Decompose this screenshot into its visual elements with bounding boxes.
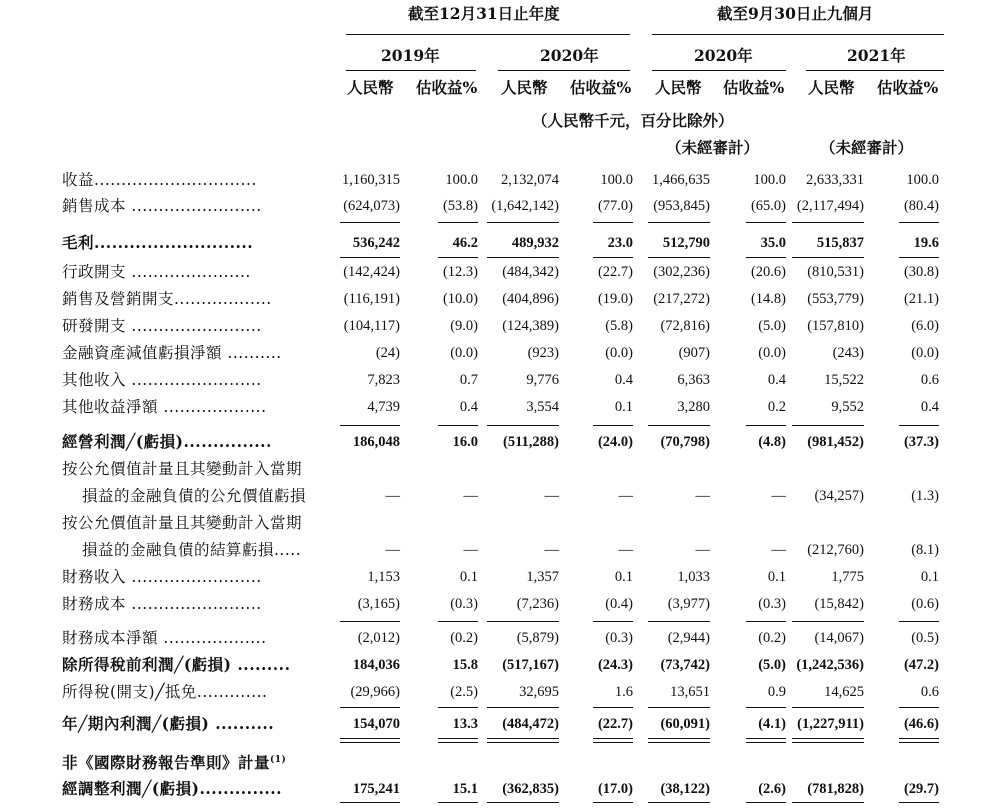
rule-before-net-finance-3 [593, 621, 633, 622]
table-cell: 1,033 [677, 569, 710, 585]
table-cell: (243) [832, 345, 864, 361]
table-cell: (302,236) [653, 264, 710, 280]
table-cell: (2,012) [357, 630, 400, 646]
table-cell: (70,798) [660, 434, 710, 450]
rule-before-gross-profit-5 [746, 222, 786, 223]
row-label: 行政開支 ...................... [62, 263, 251, 281]
column-header-pct-1: 估收益% [416, 78, 478, 97]
rule-after-gross-profit-4 [648, 257, 710, 258]
table-cell: 0.4 [767, 372, 786, 388]
table-cell: 9,552 [831, 399, 864, 415]
table-cell: 14,625 [824, 684, 864, 700]
row-label: 經調整利潤╱(虧損).............. [62, 779, 283, 798]
table-cell: (217,272) [653, 291, 710, 307]
table-cell: 536,242 [352, 235, 400, 251]
rule-double-2-7 [899, 742, 939, 743]
table-cell: (0.2) [758, 630, 786, 646]
rule-before-net-finance-6 [792, 621, 864, 622]
table-cell: (0.0) [605, 345, 633, 361]
rule-before-net-finance-4 [648, 621, 710, 622]
table-cell: (484,472) [502, 716, 559, 732]
table-cell: (72,816) [660, 318, 710, 334]
table-cell: 100.0 [600, 172, 633, 188]
rule-double-1-7 [899, 738, 939, 739]
table-cell: 1,357 [526, 569, 559, 585]
table-cell: — [385, 542, 400, 558]
table-cell: 1,153 [367, 569, 400, 585]
row-label: 銷售成本 ........................ [62, 197, 262, 215]
column-header-rmb-6: 人民幣 [808, 78, 855, 97]
table-cell: (29,966) [350, 684, 400, 700]
table-cell: 0.2 [767, 399, 786, 415]
table-cell: (22.7) [597, 264, 633, 280]
column-header-rmb-2: 人民幣 [501, 78, 548, 97]
rule-before-net-finance-5 [746, 621, 786, 622]
column-header-pct-7: 估收益% [877, 78, 939, 97]
rule-before-operating-4 [648, 425, 710, 426]
table-cell: (19.0) [597, 291, 633, 307]
row-label: 經營利潤╱(虧損)............... [62, 432, 272, 451]
table-cell: (5.0) [758, 318, 786, 334]
table-cell: (12.3) [442, 264, 478, 280]
table-cell: 46.2 [452, 235, 478, 251]
table-cell: (20.6) [750, 264, 786, 280]
rule-after-gross-profit-6 [792, 257, 864, 258]
rule-before-net-profit-7 [899, 707, 939, 708]
table-cell: (907) [678, 345, 710, 361]
table-cell: (8.1) [911, 542, 939, 558]
table-cell: (6.0) [911, 318, 939, 334]
table-cell: (923) [527, 345, 559, 361]
group-header-nine-months: 截至9月30日止九個月 [717, 4, 874, 23]
table-cell: — [618, 488, 633, 504]
rule-before-net-profit-5 [746, 707, 786, 708]
table-cell: 15,522 [824, 372, 864, 388]
table-cell: 16.0 [452, 434, 478, 450]
rule-adjusted-1 [438, 802, 478, 803]
rule-adjusted-6 [792, 802, 864, 803]
row-label: 其他收入 ........................ [62, 371, 262, 389]
row-label: 除所得稅前利潤╱(虧損) ......... [62, 655, 291, 674]
table-cell: 15.1 [452, 781, 478, 797]
table-cell: 2,132,074 [501, 172, 559, 188]
table-cell: (1,227,911) [797, 716, 864, 732]
table-cell: 9,776 [526, 372, 559, 388]
row-label: 金融資產減值虧損淨額 .......... [62, 344, 282, 362]
year-underline-2021 [806, 70, 944, 71]
table-cell: (80.4) [903, 198, 939, 214]
rule-before-gross-profit-3 [593, 222, 633, 223]
row-label: 按公允價值計量且其變動計入當期 [62, 460, 303, 478]
rule-before-operating-0 [340, 425, 400, 426]
row-label: 按公允價值計量且其變動計入當期 [62, 514, 303, 532]
table-cell: (30.8) [903, 264, 939, 280]
rule-adjusted-2 [487, 802, 559, 803]
table-cell: 0.1 [767, 569, 786, 585]
rule-double-1-4 [648, 738, 710, 739]
table-cell: 6,363 [677, 372, 710, 388]
rule-after-gross-profit-3 [593, 257, 633, 258]
table-cell: (0.5) [911, 630, 939, 646]
table-cell: (104,117) [343, 318, 400, 334]
table-cell: — [695, 542, 710, 558]
unit-note: （人民幣千元，百分比除外） [532, 111, 734, 130]
table-cell: 0.4 [459, 399, 478, 415]
table-cell: 0.4 [614, 372, 633, 388]
column-header-rmb-0: 人民幣 [347, 78, 394, 97]
rule-before-net-finance-1 [438, 621, 478, 622]
table-cell: (0.3) [605, 630, 633, 646]
table-cell: (29.7) [903, 781, 939, 797]
table-cell: — [695, 488, 710, 504]
rule-adjusted-7 [899, 802, 939, 803]
footnote-marker: (1) [270, 755, 287, 765]
rule-double-2-2 [487, 742, 559, 743]
table-cell: (46.6) [903, 716, 939, 732]
rule-before-gross-profit-1 [438, 222, 478, 223]
table-cell: (810,531) [807, 264, 864, 280]
table-cell: (14.8) [750, 291, 786, 307]
table-cell: (5.0) [758, 657, 786, 673]
table-cell: (0.4) [605, 596, 633, 612]
group-underline-annual [346, 34, 630, 35]
year-underline-2020-annual [498, 70, 630, 71]
table-cell: 3,280 [677, 399, 710, 415]
table-cell: 1,160,315 [342, 172, 400, 188]
rule-double-1-5 [746, 738, 786, 739]
table-cell: (2.6) [758, 781, 786, 797]
rule-before-net-profit-2 [487, 707, 559, 708]
row-label: 財務成本淨額 ................... [62, 629, 267, 647]
year-header-2020-annual: 2020年 [540, 46, 599, 65]
row-label: 其他收益淨額 ................... [62, 398, 267, 416]
table-cell: (362,835) [502, 781, 559, 797]
year-header-2021: 2021年 [847, 46, 906, 65]
table-cell: (9.0) [450, 318, 478, 334]
table-cell: (38,122) [660, 781, 710, 797]
rule-before-operating-3 [593, 425, 633, 426]
rule-before-net-profit-6 [792, 707, 864, 708]
rule-before-operating-1 [438, 425, 478, 426]
table-cell: (24.3) [597, 657, 633, 673]
table-cell: 186,048 [352, 434, 400, 450]
rule-adjusted-3 [593, 802, 633, 803]
table-cell: — [544, 488, 559, 504]
year-underline-2020-nine [652, 70, 786, 71]
table-cell: (511,288) [503, 434, 559, 450]
table-cell: (0.6) [911, 596, 939, 612]
rule-double-1-2 [487, 738, 559, 739]
table-cell: 0.7 [459, 372, 478, 388]
table-cell: (1,242,536) [796, 657, 864, 673]
table-cell: (553,779) [807, 291, 864, 307]
table-cell: (624,073) [343, 198, 400, 214]
table-cell: (484,342) [502, 264, 559, 280]
row-label: 財務收入 ........................ [62, 568, 262, 586]
table-cell: (17.0) [597, 781, 633, 797]
table-cell: — [463, 542, 478, 558]
rule-double-1-3 [593, 738, 633, 739]
rule-before-net-finance-2 [487, 621, 559, 622]
table-cell: (15,842) [814, 596, 864, 612]
table-cell: 489,932 [511, 235, 559, 251]
table-cell: (4.8) [758, 434, 786, 450]
table-cell: (0.3) [450, 596, 478, 612]
table-cell: (981,452) [807, 434, 864, 450]
table-cell: (4.1) [758, 716, 786, 732]
table-cell: — [463, 488, 478, 504]
table-cell: 0.6 [920, 372, 939, 388]
table-cell: (10.0) [442, 291, 478, 307]
row-label: 損益的金融負債的公允價值虧損 [82, 487, 307, 505]
table-cell: 4,739 [367, 399, 400, 415]
row-label: 非《國際財務報告準則》計量$^{(1)}$ [62, 753, 287, 773]
rule-double-1-6 [792, 738, 864, 739]
row-label: 年╱期內利潤╱(虧損) .......... [62, 714, 275, 733]
table-cell: 1,775 [831, 569, 864, 585]
rule-before-net-finance-7 [899, 621, 939, 622]
table-cell: 0.9 [767, 684, 786, 700]
rule-before-operating-6 [792, 425, 864, 426]
year-underline-2019 [346, 70, 476, 71]
table-cell: (21.1) [903, 291, 939, 307]
table-cell: 15.8 [452, 657, 478, 673]
year-header-2020-nine: 2020年 [694, 46, 753, 65]
table-cell: — [544, 542, 559, 558]
group-underline-nine-months [652, 34, 944, 35]
rule-double-2-0 [340, 742, 400, 743]
table-cell: 13,651 [670, 684, 710, 700]
rule-double-2-3 [593, 742, 633, 743]
rule-before-gross-profit-6 [792, 222, 864, 223]
unaudited-note-2021: （未經審計） [820, 138, 914, 157]
table-cell: (14,067) [814, 630, 864, 646]
table-cell: (0.2) [450, 630, 478, 646]
table-cell: (3,165) [357, 596, 400, 612]
table-cell: 1,466,635 [652, 172, 710, 188]
table-cell: (1.3) [911, 488, 939, 504]
table-cell: 100.0 [753, 172, 786, 188]
rule-before-operating-7 [899, 425, 939, 426]
table-cell: (404,896) [502, 291, 559, 307]
table-cell: (2,944) [667, 630, 710, 646]
column-header-pct-3: 估收益% [570, 78, 632, 97]
table-cell: 0.1 [614, 569, 633, 585]
rule-before-net-finance-0 [340, 621, 400, 622]
rule-before-gross-profit-4 [648, 222, 710, 223]
column-header-pct-5: 估收益% [723, 78, 785, 97]
table-cell: 0.4 [920, 399, 939, 415]
rule-adjusted-0 [340, 802, 400, 803]
table-cell: (24.0) [597, 434, 633, 450]
table-cell: (22.7) [597, 716, 633, 732]
table-cell: 100.0 [906, 172, 939, 188]
rule-after-gross-profit-7 [899, 257, 939, 258]
table-cell: 2,633,331 [806, 172, 864, 188]
table-cell: (1,642,142) [491, 198, 559, 214]
row-label: 收益.............................. [62, 171, 257, 189]
rule-after-gross-profit-2 [487, 257, 559, 258]
rule-after-gross-profit-5 [746, 257, 786, 258]
rule-before-gross-profit-0 [340, 222, 400, 223]
row-label: 所得稅(開支)╱抵免............. [62, 683, 268, 701]
table-cell: 32,695 [519, 684, 559, 700]
rule-before-operating-5 [746, 425, 786, 426]
row-label: 毛利........................... [62, 233, 254, 252]
unaudited-note-2020: （未經審計） [666, 138, 760, 157]
rule-before-net-profit-3 [593, 707, 633, 708]
rule-after-gross-profit-0 [340, 257, 400, 258]
table-cell: 35.0 [760, 235, 786, 251]
table-cell: (37.3) [903, 434, 939, 450]
table-cell: 1.6 [614, 684, 633, 700]
rule-double-2-4 [648, 742, 710, 743]
table-cell: — [618, 542, 633, 558]
table-cell: (0.3) [758, 596, 786, 612]
table-cell: — [771, 542, 786, 558]
table-cell: 13.3 [452, 716, 478, 732]
table-cell: (116,191) [343, 291, 400, 307]
rule-double-2-1 [438, 742, 478, 743]
table-cell: (47.2) [903, 657, 939, 673]
table-cell: (77.0) [597, 198, 633, 214]
table-cell: 175,241 [352, 781, 400, 797]
rule-before-gross-profit-7 [899, 222, 939, 223]
table-cell: (0.0) [450, 345, 478, 361]
table-cell: (0.0) [758, 345, 786, 361]
table-cell: (124,389) [502, 318, 559, 334]
year-header-2019: 2019年 [381, 46, 440, 65]
table-cell: (3,977) [667, 596, 710, 612]
table-cell: — [385, 488, 400, 504]
rule-double-1-0 [340, 738, 400, 739]
rule-double-2-6 [792, 742, 864, 743]
table-cell: 0.1 [459, 569, 478, 585]
table-cell: (2.5) [450, 684, 478, 700]
row-label: 研發開支 ........................ [62, 317, 262, 335]
table-cell: 0.1 [614, 399, 633, 415]
rule-before-gross-profit-2 [487, 222, 559, 223]
table-cell: (34,257) [814, 488, 864, 504]
table-cell: 23.0 [607, 235, 633, 251]
table-cell: 515,837 [816, 235, 864, 251]
rule-before-net-profit-0 [340, 707, 400, 708]
table-cell: (953,845) [653, 198, 710, 214]
table-cell: 19.6 [913, 235, 939, 251]
rule-adjusted-5 [746, 802, 786, 803]
row-label: 損益的金融負債的結算虧損..... [82, 541, 302, 559]
table-cell: (157,810) [807, 318, 864, 334]
table-cell: (73,742) [660, 657, 710, 673]
table-cell: (212,760) [807, 542, 864, 558]
table-cell: (781,828) [807, 781, 864, 797]
rule-before-operating-2 [487, 425, 559, 426]
rule-double-1-1 [438, 738, 478, 739]
rule-double-2-5 [746, 742, 786, 743]
table-cell: 184,036 [352, 657, 400, 673]
table-cell: (5.8) [605, 318, 633, 334]
rule-after-gross-profit-1 [438, 257, 478, 258]
table-cell: 512,790 [662, 235, 710, 251]
table-cell: — [771, 488, 786, 504]
table-cell: 7,823 [367, 372, 400, 388]
row-label: 銷售及營銷開支.................. [62, 290, 272, 308]
rule-before-net-profit-4 [648, 707, 710, 708]
table-cell: (53.8) [442, 198, 478, 214]
table-cell: 3,554 [526, 399, 559, 415]
table-cell: (0.0) [911, 345, 939, 361]
table-cell: 154,070 [352, 716, 400, 732]
table-cell: (7,236) [516, 596, 559, 612]
table-cell: (2,117,494) [796, 198, 864, 214]
column-header-rmb-4: 人民幣 [655, 78, 702, 97]
table-cell: (5,879) [516, 630, 559, 646]
table-cell: (142,424) [343, 264, 400, 280]
table-cell: (60,091) [660, 716, 710, 732]
table-cell: 100.0 [445, 172, 478, 188]
table-cell: (517,167) [502, 657, 559, 673]
table-cell: 0.6 [920, 684, 939, 700]
row-label: 財務成本 ........................ [62, 595, 262, 613]
table-cell: (65.0) [750, 198, 786, 214]
rule-adjusted-4 [648, 802, 710, 803]
rule-before-net-profit-1 [438, 707, 478, 708]
table-cell: 0.1 [920, 569, 939, 585]
group-header-annual: 截至12月31日止年度 [408, 4, 560, 23]
table-cell: (24) [375, 345, 400, 361]
